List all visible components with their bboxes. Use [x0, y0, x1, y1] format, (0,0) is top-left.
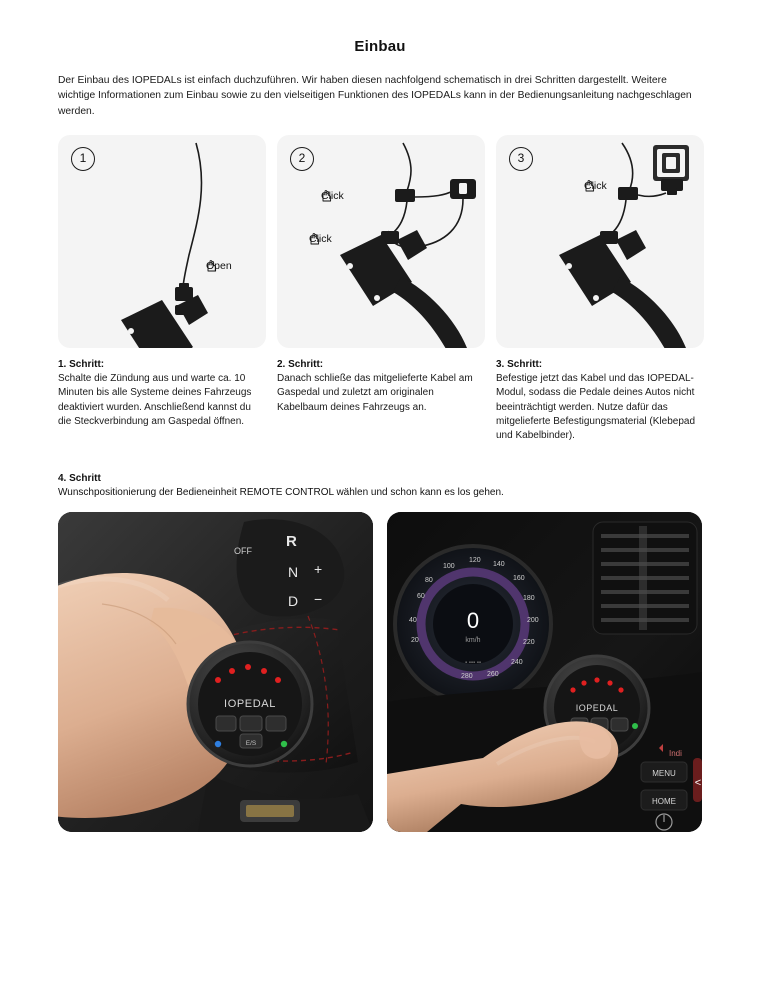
console-button-menu: MENU [652, 769, 676, 779]
air-vent [593, 522, 697, 634]
cluster-tick-120: 120 [469, 557, 481, 565]
step-column-3 [496, 135, 704, 443]
hand-pointer-icon [321, 190, 332, 202]
cluster-speed-value: 0 [466, 608, 480, 634]
step-column-1 [58, 135, 266, 443]
device-brand-label-1: IOPEDAL [224, 698, 276, 711]
step-body-2: Danach schließe das mitgelieferte Kabel am Gaspedal und zuletzt am originalen Kabelbaum deines Fahrzeugs an. [277, 373, 473, 413]
cluster-tick-180: 180 [523, 595, 535, 603]
cluster-speed-unit: km/h [465, 637, 481, 645]
callout-click-2b [309, 233, 332, 245]
cluster-tick-280: 280 [461, 673, 473, 681]
step-4-section [58, 473, 702, 832]
led-blue-1 [215, 741, 221, 747]
photo-2-illustration [387, 512, 702, 832]
gear-label-r: R [286, 533, 297, 551]
device-button-left-1 [216, 716, 236, 731]
gear-label-off: OFF [234, 546, 252, 557]
callout-open-label-1: Open [206, 260, 232, 273]
hand-pointer-icon [584, 180, 595, 192]
gear-label-d: D [288, 593, 299, 610]
instrument-cluster [395, 546, 551, 702]
step-heading-4: 4. Schritt [58, 473, 101, 485]
cluster-tick-220: 220 [523, 639, 535, 647]
step-illustration-1 [58, 135, 266, 348]
console-button-back: < [694, 777, 702, 790]
step-heading-3: 3. Schritt: [496, 359, 543, 371]
intro-paragraph: Der Einbau des IOPEDALs ist einfach duchzuführen. Wir haben diesen nachfolgend schematisch in drei Schritten dargestellt. Weitere wichtige Informationen zum Einbau sowie zu den vielseitigen Funktionen des IOPEDALs kann in der Bedienungsanleitung nachgeschlagen werden. [58, 75, 692, 117]
callout-open-1 [206, 260, 232, 272]
cluster-tick-260: 260 [487, 671, 499, 679]
cluster-tick-40: 40 [409, 617, 417, 625]
step-illustration-3 [496, 135, 704, 348]
remote-control-device-1 [188, 642, 312, 766]
callout-click-label-2a: Click [321, 190, 344, 203]
device-button-label-es: E/S [245, 740, 257, 748]
hand-pointer-icon [206, 260, 217, 272]
step-body-1: Schalte die Zündung aus und warte ca. 10 Minuten bis alle Systeme deines Fahrzeugs deaktiviert wurden. Anschließend kannst du die Steckverbindung am Gaspedal öffnen. [58, 373, 252, 427]
console-button-home: HOME [652, 797, 676, 807]
cluster-tick-160: 160 [513, 575, 525, 583]
cluster-tick-200: 200 [527, 617, 539, 625]
cluster-tick-80: 80 [425, 577, 433, 585]
led-green-2 [632, 723, 638, 729]
step-number-1: 1 [71, 147, 95, 171]
cluster-tick-20: 20 [411, 637, 419, 645]
cluster-tick-240: 240 [511, 659, 523, 667]
step-column-2 [277, 135, 485, 443]
console-label-indi: Indi [669, 749, 682, 759]
device-button-right-2 [611, 718, 628, 731]
gear-label-minus: − [314, 591, 323, 608]
photo-remote-on-dashboard [387, 512, 702, 832]
gear-label-n: N [288, 564, 299, 581]
photo-hand-holding-remote [58, 512, 373, 832]
step-number-3: 3 [509, 147, 533, 171]
photos-row [58, 512, 702, 832]
cluster-tick-140: 140 [493, 561, 505, 569]
mount-bracket [653, 145, 689, 195]
step-heading-1: 1. Schritt: [58, 359, 105, 371]
callout-click-label-2b: Click [309, 233, 332, 246]
device-button-center-1 [240, 716, 262, 731]
hand-pointer-icon [309, 233, 320, 245]
step-body-3: Befestige jetzt das Kabel und das IOPEDAL-Modul, sodass die Pedale deines Autos nicht beeinträchtigt werden. Nutze dafür das mitgelieferte Befestigungsmaterial (Klebepad und Kabelbinder). [496, 373, 695, 442]
callout-click-2a [321, 190, 344, 202]
cluster-tick-60: 60 [417, 593, 425, 601]
step-number-2: 2 [290, 147, 314, 171]
callout-click-label-3: Click [584, 180, 607, 193]
page-title: Einbau [354, 38, 406, 55]
callout-click-3 [584, 180, 607, 192]
step-heading-2: 2. Schritt: [277, 359, 324, 371]
cluster-subtext: ▪ ▪▪▪ ▪▪ [464, 660, 482, 667]
cluster-tick-100: 100 [443, 563, 455, 571]
step-body-4: Wunschpositionierung der Bedieneinheit REMOTE CONTROL wählen und schon kann es los gehen. [58, 487, 504, 499]
gear-label-plus: + [314, 561, 323, 578]
led-green-1 [281, 741, 287, 747]
step-illustration-2 [277, 135, 485, 348]
device-brand-label-2: IOPEDAL [575, 703, 619, 714]
steps-row [58, 135, 702, 443]
device-button-right-1 [266, 716, 286, 731]
photo-1-illustration [58, 512, 373, 832]
